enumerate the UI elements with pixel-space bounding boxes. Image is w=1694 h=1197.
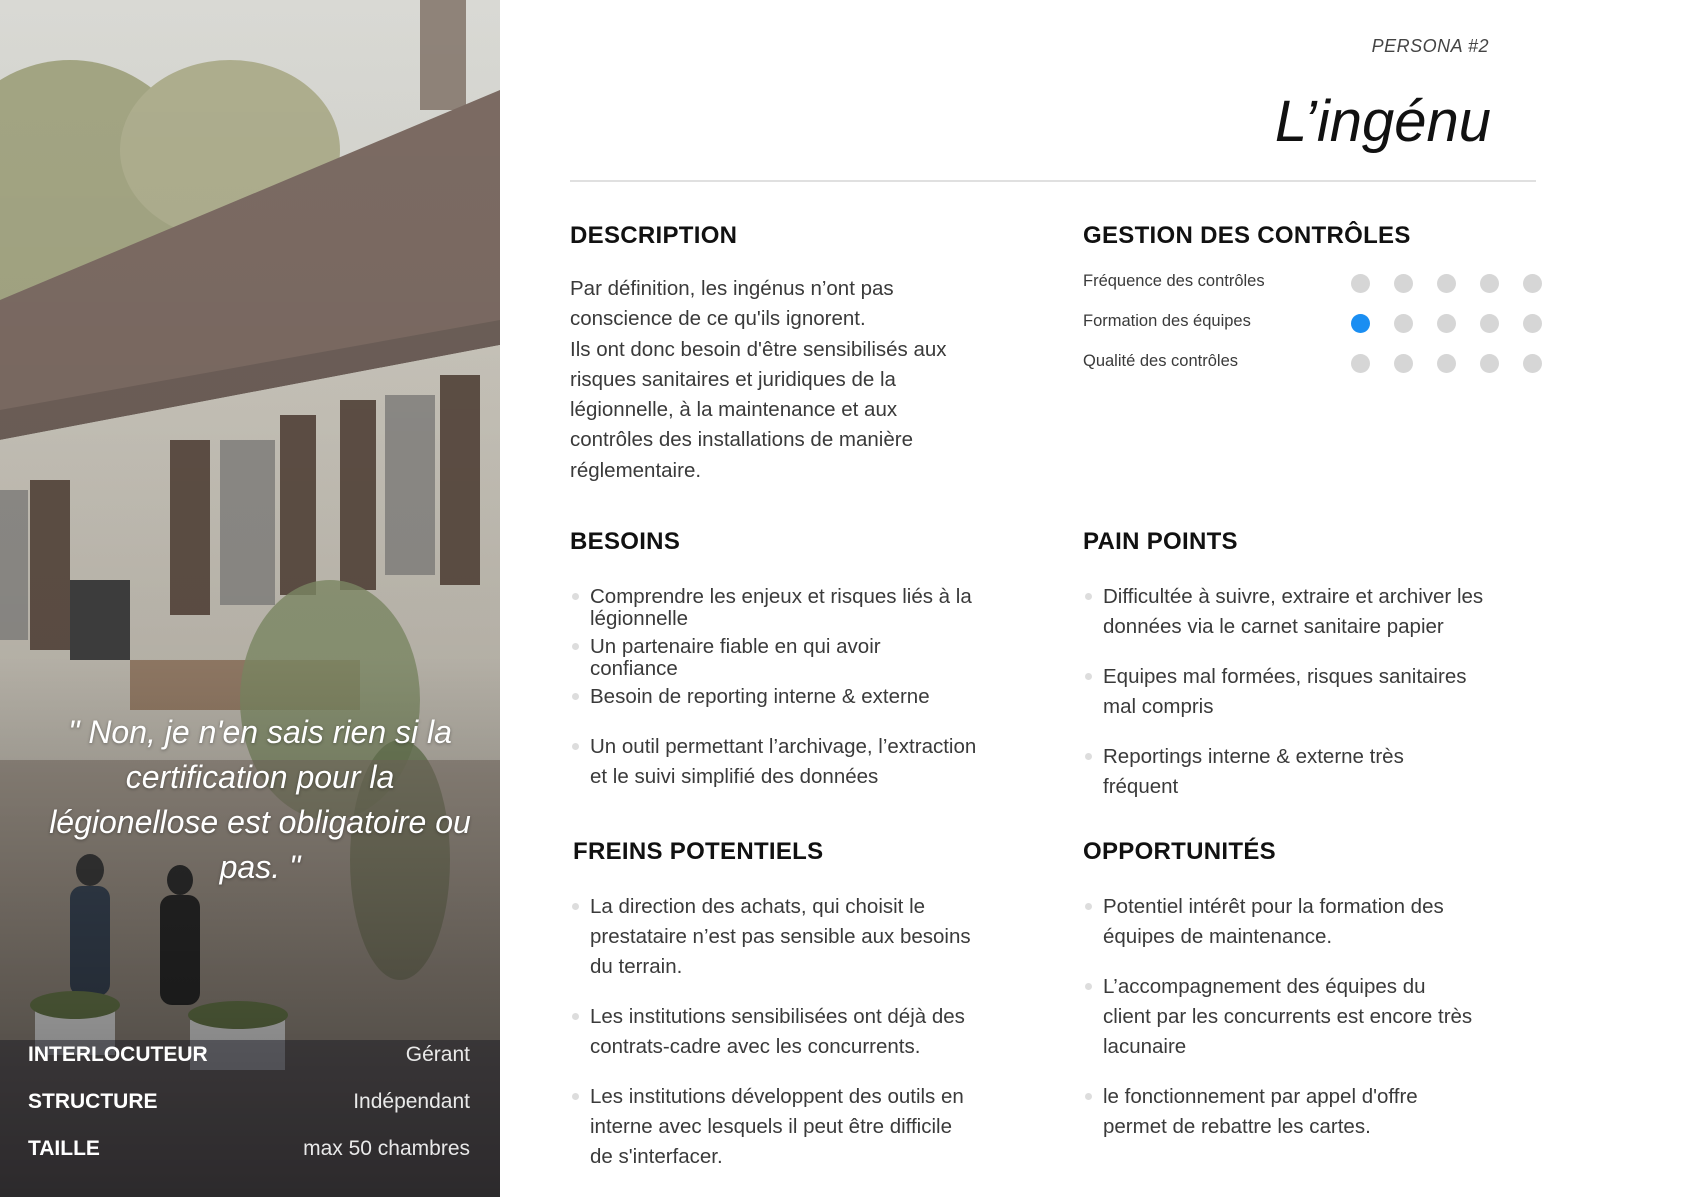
list-item-line: Un partenaire fiable en qui avoir (590, 635, 881, 658)
description-line: conscience de ce qu'ils ignorent. (570, 307, 866, 331)
list-item (570, 1002, 965, 1062)
rating-label: Fréquence des contrôles (1083, 272, 1265, 290)
list-item-line: Equipes mal formées, risques sanitaires (1103, 665, 1467, 688)
list-item-line: lacunaire (1103, 1035, 1187, 1058)
rating-label: Formation des équipes (1083, 312, 1251, 330)
list-item-line: Potentiel intérêt pour la formation des (1103, 895, 1444, 918)
header-divider (570, 180, 1536, 182)
auberge-photo-illustration (0, 0, 500, 1197)
info-row-structure (28, 1087, 470, 1117)
list-item (1083, 662, 1466, 722)
opportunites-title: OPPORTUNITÉS (1083, 838, 1276, 865)
rating-dot (1437, 354, 1456, 373)
info-row-interlocuteur (28, 1040, 470, 1070)
persona-title: L’ingénu (1274, 89, 1491, 154)
list-item-line: Difficultée à suivre, extraire et archiver les (1103, 585, 1484, 608)
list-item-line: Un outil permettant l’archivage, l’extraction (590, 735, 977, 758)
info-value: Gérant (405, 1043, 470, 1066)
list-item-line: Besoin de reporting interne & externe (590, 685, 930, 708)
list-item (570, 1082, 964, 1172)
list-item-line: contrats-cadre avec les concurrents. (590, 1035, 921, 1058)
rating-dot (1523, 274, 1542, 293)
rating-dot (1523, 354, 1542, 373)
rating-dot (1394, 274, 1413, 293)
info-row-taille (28, 1134, 470, 1164)
list-item-line: données via le carnet sanitaire papier (1103, 615, 1444, 638)
list-item-line: confiance (590, 657, 678, 680)
freins-title: FREINS POTENTIELS (573, 838, 824, 865)
list-item-line: du terrain. (590, 955, 683, 978)
list-item-line: interne avec lesquels il peut être difficile (590, 1115, 952, 1138)
description-line: légionnelle, à la maintenance et aux (570, 398, 898, 422)
rating-label: Qualité des contrôles (1083, 352, 1239, 370)
list-item-line: légionnelle (590, 607, 689, 630)
list-item-line: mal compris (1103, 695, 1214, 718)
rating-dot (1437, 274, 1456, 293)
description-line: contrôles des installations de manière (570, 428, 913, 452)
rating-dot (1523, 314, 1542, 333)
rating-dot (1394, 314, 1413, 333)
list-item-line: Reportings interne & externe très (1103, 745, 1404, 768)
list-item-line: fréquent (1103, 775, 1179, 798)
info-value: max 50 chambres (303, 1137, 470, 1160)
list-item-line: de s'interfacer. (590, 1145, 723, 1168)
list-item (570, 732, 976, 792)
rating-dot (1351, 274, 1370, 293)
rating-dot (1351, 354, 1370, 373)
list-item-line: Les institutions sensibilisées ont déjà des (590, 1005, 965, 1028)
list-item (570, 632, 881, 684)
list-item (1083, 892, 1444, 952)
persona-quote: " Non, je n'en sais rien si la certification pour la légionellose est obligatoire ou pas. " (49, 714, 471, 885)
besoins-title: BESOINS (570, 528, 681, 555)
description-line: réglementaire. (570, 458, 702, 482)
list-item (570, 682, 930, 712)
info-label: STRUCTURE (28, 1090, 158, 1113)
list-item (1083, 742, 1404, 802)
list-item-line: L’accompagnement des équipes du (1103, 975, 1426, 998)
rating-qualite (1083, 348, 1538, 378)
description-line: Ils ont donc besoin d'être sensibilisés aux (570, 337, 947, 361)
list-item-line: équipes de maintenance. (1103, 925, 1333, 948)
rating-formation (1083, 308, 1538, 338)
list-item-line: Les institutions développent des outils en (590, 1085, 964, 1108)
list-item-line: prestataire n’est pas sensible aux besoins (590, 925, 971, 948)
rating-dot (1480, 314, 1499, 333)
list-item-line: le fonctionnement par appel d'offre (1103, 1085, 1418, 1108)
list-item-line: permet de rebattre les cartes. (1103, 1115, 1371, 1138)
list-item-line: La direction des achats, qui choisit le (590, 895, 926, 918)
description-text (570, 274, 990, 486)
list-item (570, 892, 971, 982)
list-item (1083, 972, 1472, 1062)
rating-dot (1480, 274, 1499, 293)
pain-points-title: PAIN POINTS (1083, 528, 1238, 555)
rating-dot (1480, 354, 1499, 373)
persona-photo (0, 0, 500, 1197)
list-item (1083, 1082, 1418, 1142)
rating-dot (1437, 314, 1456, 333)
info-label: TAILLE (28, 1137, 100, 1160)
info-label: INTERLOCUTEUR (28, 1043, 208, 1066)
description-title: DESCRIPTION (570, 222, 738, 249)
description-line: risques sanitaires et juridiques de la (570, 367, 896, 391)
info-value: Indépendant (353, 1090, 470, 1113)
persona-number: PERSONA #2 (1371, 36, 1489, 56)
gestion-title: GESTION DES CONTRÔLES (1083, 222, 1411, 249)
list-item (1083, 582, 1483, 642)
list-item-line: client par les concurrents est encore très (1103, 1005, 1473, 1028)
list-item (570, 582, 972, 634)
description-line: Par définition, les ingénus n’ont pas (570, 277, 894, 300)
rating-frequence (1083, 268, 1538, 298)
list-item-line: Comprendre les enjeux et risques liés à la (590, 585, 972, 608)
rating-dot (1351, 314, 1370, 333)
rating-dot (1394, 354, 1413, 373)
list-item-line: et le suivi simplifié des données (590, 765, 879, 788)
